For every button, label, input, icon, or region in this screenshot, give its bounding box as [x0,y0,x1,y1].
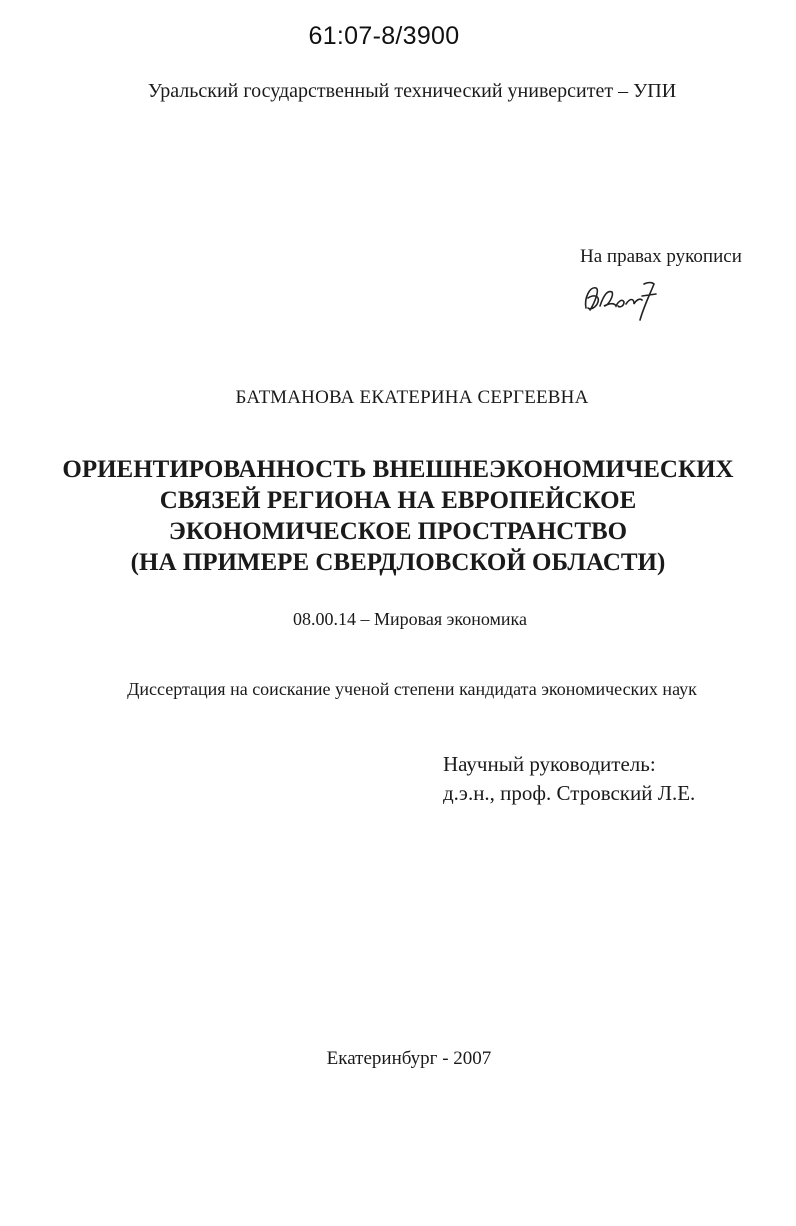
author-name [0,387,796,409]
thesis-title [0,454,796,578]
place-year-text: Екатеринбург - 2007 [326,1048,492,1069]
thesis-title-line: ЭКОНОМИЧЕСКОЕ ПРОСТРАНСТВО [168,518,628,545]
thesis-title-line: СВЯЗЕЙ РЕГИОНА НА ЕВРОПЕЙСКОЕ [159,487,637,514]
specialty-code-text: 08.00.14 – Мировая экономика [293,609,527,629]
author-name-text: БАТМАНОВА ЕКАТЕРИНА СЕРГЕЕВНА [235,387,589,408]
supervisor-block [443,750,695,808]
supervisor-label: Научный руководитель: [443,752,656,776]
degree-statement-text: Диссертация на соискание ученой степени кандидата экономических наук [127,679,697,699]
university-name-text: Уральский государственный технический университет – УПИ [147,80,677,102]
catalog-code [0,22,796,51]
thesis-title-line: ОРИЕНТИРОВАННОСТЬ ВНЕШНЕЭКОНОМИЧЕСКИХ [62,456,734,483]
university-name [0,80,796,103]
degree-statement [0,679,796,700]
place-year [0,1048,796,1070]
specialty-code [0,609,796,630]
catalog-code-text: 61:07-8/3900 [308,22,460,50]
thesis-title-line: (НА ПРИМЕРЕ СВЕРДЛОВСКОЙ ОБЛАСТИ) [130,549,666,576]
manuscript-note: На правах рукописи [580,246,742,267]
supervisor-name: д.э.н., проф. Стровский Л.Е. [443,781,696,805]
author-signature [578,276,668,326]
